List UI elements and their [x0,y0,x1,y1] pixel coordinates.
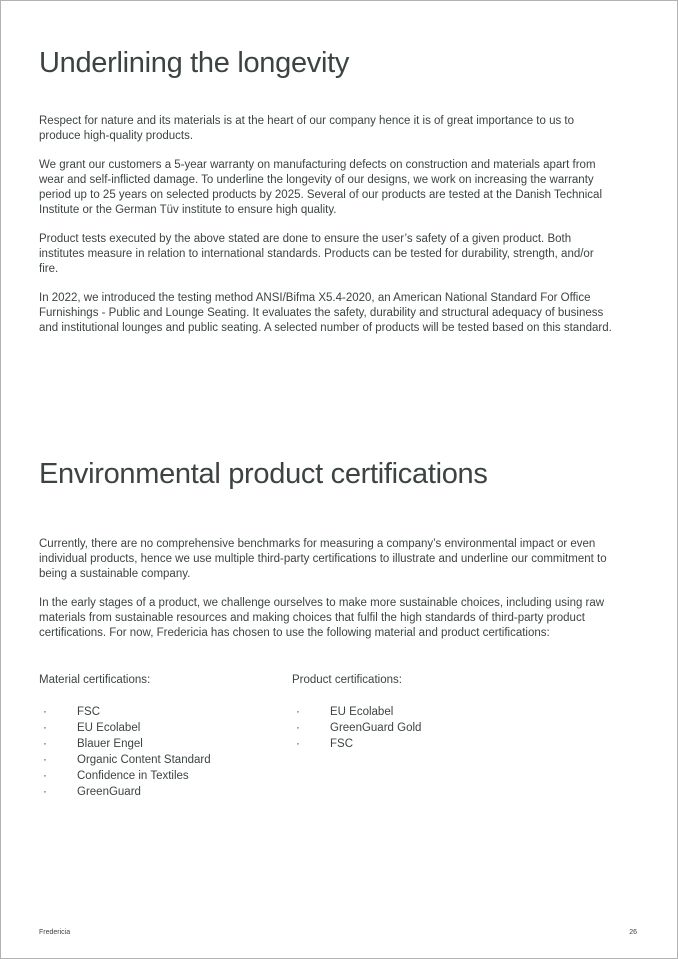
product-certifications-column [292,673,545,800]
bullet-icon: · [43,786,47,798]
list-item [292,736,545,752]
page-footer [39,929,637,936]
paragraph-product-tests: Product tests executed by the above stated are done to ensure the user’s safety of a given product. Both institutes measure in relation to international standards. Products can be tested for durability, strength, and/or fire. [39,233,594,275]
product-certifications-list [292,704,545,752]
cert-label: Confidence in Textiles [77,770,189,782]
certifications-heading: Environmental product certifications [39,458,488,490]
list-item [39,736,292,752]
cert-label: GreenGuard Gold [330,722,422,734]
paragraph-respect-for-nature: Respect for nature and its materials is at the heart of our company hence it is of great importance to us to produce high-quality products. [39,115,575,142]
paragraph-ansi-bifma: In 2022, we introduced the testing method ANSI/Bifma X5.4-2020, an American National Standard For Office Furnishings - Public and Lounge Seating. It evaluates the safety, durability and structural adequacy of business and institutional lounges and public seating. A selected number of products will be tested based on this standard. [39,292,612,334]
bullet-icon: · [296,706,300,718]
cert-label: FSC [77,706,100,718]
paragraph-early-stages: In the early stages of a product, we challenge ourselves to make more sustainable choices, including using raw materials from sustainable resources and making choices that fulfil the high standards of third-party product certifications. For now, Fredericia has chosen to use the following material and product certifications: [39,597,605,639]
certification-columns [39,673,635,800]
product-certifications-title: Product certifications: [292,674,402,686]
material-certifications-column [39,673,292,800]
cert-label: EU Ecolabel [330,706,394,718]
bullet-icon: · [43,722,47,734]
cert-label: Organic Content Standard [77,754,211,766]
footer-page-number: 26 [629,929,637,936]
section-certifications [39,458,635,800]
bullet-icon: · [296,738,300,750]
cert-label: GreenGuard [77,786,141,798]
paragraph-warranty: We grant our customers a 5-year warranty on manufacturing defects on construction and materials apart from wear and self-inflicted damage. To underline the longevity of our designs, we work on increasing the warranty period up to 25 years on selected products by 2025. Several of our products are tested at the Danish Technical Institute or the German Tüv institute to ensure high quality. [39,159,602,216]
bullet-icon: · [43,706,47,718]
list-item [292,704,545,720]
material-certifications-list [39,704,292,800]
bullet-icon: · [296,722,300,734]
footer-brand: Fredericia [39,929,71,936]
list-item [39,768,292,784]
bullet-icon: · [43,754,47,766]
page-content [1,1,677,800]
bullet-icon: · [43,770,47,782]
list-item [39,720,292,736]
cert-label: Blauer Engel [77,738,143,750]
list-item [39,704,292,720]
cert-label: FSC [330,738,353,750]
paragraph-benchmarks: Currently, there are no comprehensive benchmarks for measuring a company’s environmental impact or even individual products, hence we use multiple third-party certifications to illustrate and underline our commitment to being a sustainable company. [39,538,607,580]
material-certifications-title: Material certifications: [39,674,151,686]
section-longevity [39,47,635,336]
bullet-icon: · [43,738,47,750]
list-item [39,752,292,768]
list-item [292,720,545,736]
longevity-heading: Underlining the longevity [39,47,350,79]
cert-label: EU Ecolabel [77,722,141,734]
list-item [39,784,292,800]
